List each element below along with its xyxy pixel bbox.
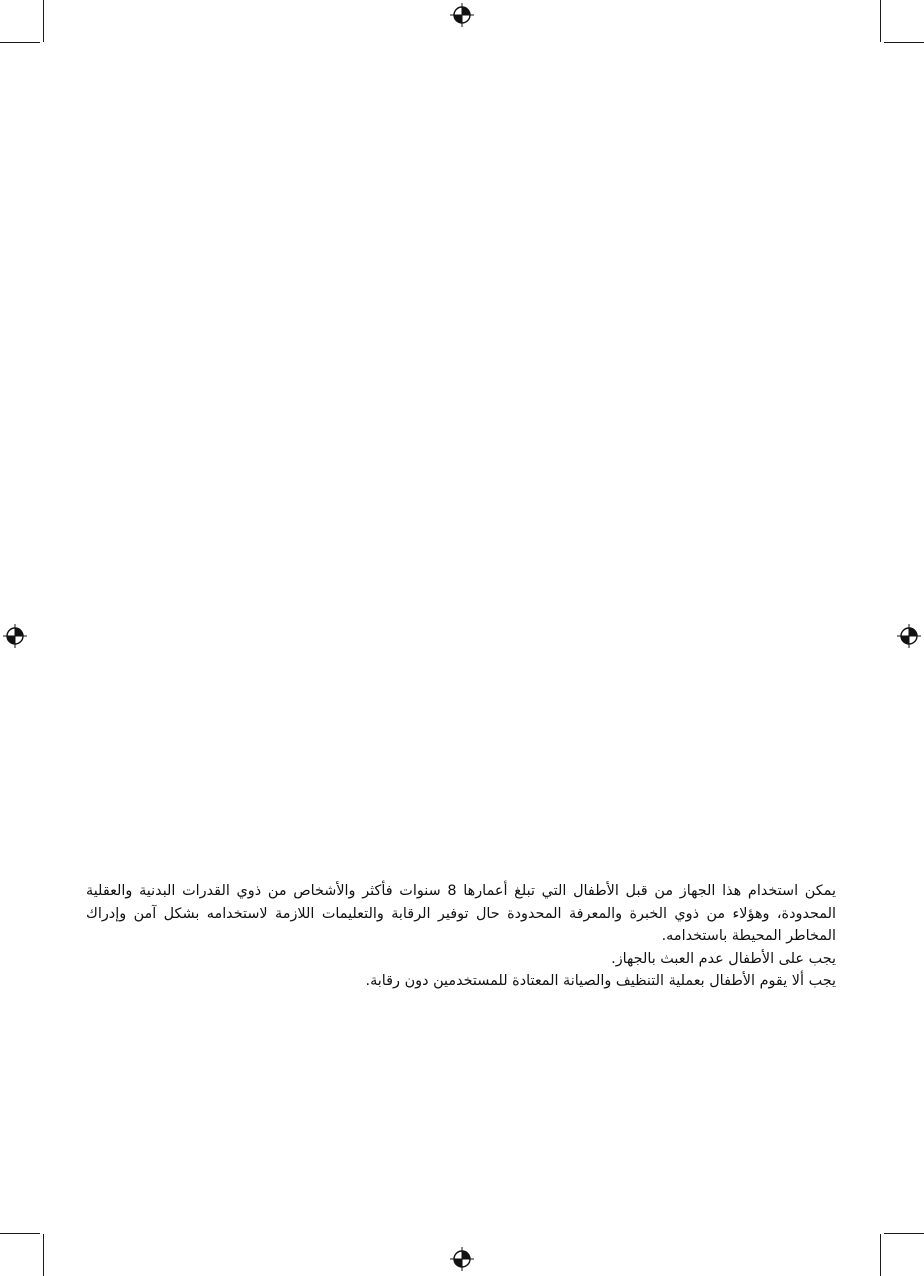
registration-mark-bottom-icon: [449, 1246, 475, 1272]
warning-paragraph-usage: يمكن استخدام هذا الجهاز من قبل الأطفال التي تبلغ أعمارها 8 سنوات فأكثر والأشخاص من ذوي القدرات البدنية والعقلية المحدودة، وهؤلاء من ذوي الخبرة والمعرفة المحدودة حال توفير الرقابة والتعليمات اللازمة لاستخدامه بشكل آمن وإدراك المخاطر المحيطة باستخدامه.: [86, 883, 837, 944]
crop-mark-bottom-left-horizontal: [0, 1233, 40, 1234]
warning-paragraph-cleaning: يجب ألا يقوم الأطفال بعملية التنظيف والصيانة المعتادة للمستخدمين دون رقابة.: [365, 973, 836, 989]
crop-mark-bottom-left-vertical: [43, 1234, 44, 1276]
crop-mark-top-left-vertical: [43, 0, 44, 42]
crop-mark-top-right-horizontal: [884, 42, 924, 43]
warning-paragraph-no-play: يجب على الأطفال عدم العبث بالجهاز.: [611, 950, 836, 967]
safety-warning-text-block: [86, 880, 836, 993]
registration-mark-top-icon: [449, 2, 475, 28]
registration-mark-left-icon: [2, 623, 28, 649]
crop-mark-bottom-right-horizontal: [884, 1233, 924, 1234]
crop-mark-top-left-horizontal: [0, 42, 40, 43]
crop-mark-bottom-right-vertical: [880, 1234, 881, 1276]
crop-mark-top-right-vertical: [880, 0, 881, 42]
registration-mark-right-icon: [896, 623, 922, 649]
